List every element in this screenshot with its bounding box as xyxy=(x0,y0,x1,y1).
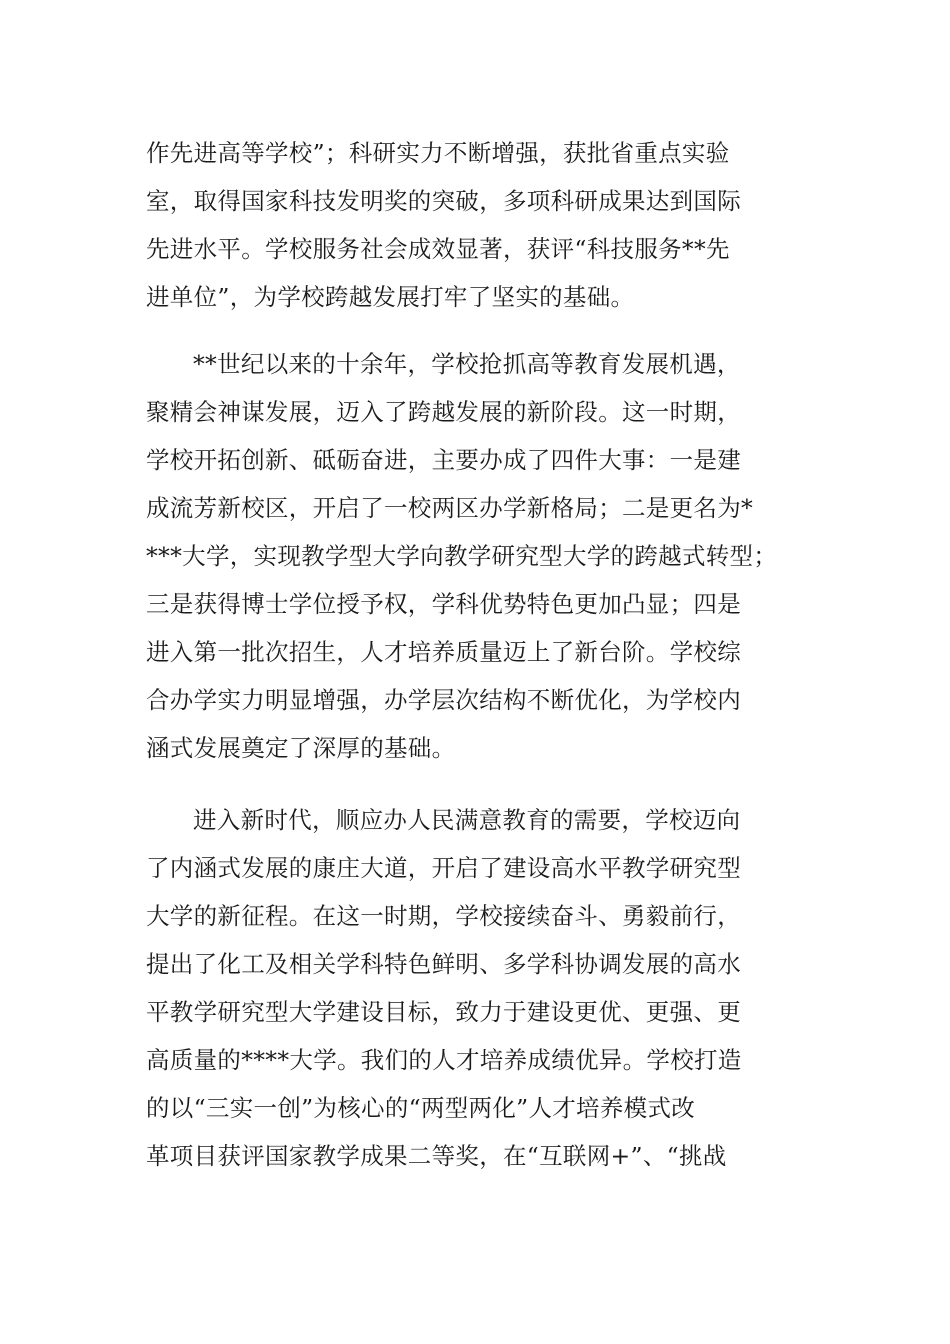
paragraph-3-line-8: 革项目获评国家教学成果二等奖，在“互联网+”、“挑战 xyxy=(146,1142,727,1170)
paragraph-3-line-7: 的以“三实一创”为核心的“两型两化”人才培养模式改 xyxy=(146,1094,696,1122)
paragraph-3-line-3: 大学的新征程。在这一时期，学校接续奋斗、勇毅前行， xyxy=(146,902,741,930)
paragraph-2-line-5: ***大学，实现教学型大学向教学研究型大学的跨越式转型； xyxy=(146,542,778,570)
paragraph-3-line-1: 进入新时代，顺应办人民满意教育的需要，学校迈向 xyxy=(193,806,741,834)
paragraph-3-line-6: 高质量的****大学。我们的人才培养成绩优异。学校打造 xyxy=(146,1046,742,1074)
paragraph-2-line-2: 聚精会神谋发展，迈入了跨越发展的新阶段。这一时期， xyxy=(146,398,741,426)
paragraph-2-line-8: 合办学实力明显增强，办学层次结构不断优化，为学校内 xyxy=(146,686,741,714)
paragraph-1-line-4: 进单位”，为学校跨越发展打牢了坚实的基础。 xyxy=(146,283,635,311)
paragraph-1-line-1: 作先进高等学校”；科研实力不断增强，获批省重点实验 xyxy=(146,139,730,167)
paragraph-3-line-2: 了内涵式发展的康庄大道，开启了建设高水平教学研究型 xyxy=(146,854,741,882)
paragraph-1-line-2: 室，取得国家科技发明奖的突破，多项科研成果达到国际 xyxy=(146,187,741,215)
paragraph-2-line-4: 成流芳新校区，开启了一校两区办学新格局；二是更名为* xyxy=(146,494,754,522)
paragraph-2-line-3: 学校开拓创新、砥砺奋进，主要办成了四件大事：一是建 xyxy=(146,446,741,474)
paragraph-1-line-3: 先进水平。学校服务社会成效显著，获评“科技服务**先 xyxy=(146,235,730,263)
paragraph-2-line-6: 三是获得博士学位授予权，学科优势特色更加凸显；四是 xyxy=(146,590,741,618)
paragraph-2-line-7: 进入第一批次招生，人才培养质量迈上了新台阶。学校综 xyxy=(146,638,741,666)
paragraph-3-line-5: 平教学研究型大学建设目标，致力于建设更优、更强、更 xyxy=(146,998,741,1026)
paragraph-2-line-9: 涵式发展奠定了深厚的基础。 xyxy=(146,734,456,762)
paragraph-3-line-4: 提出了化工及相关学科特色鲜明、多学科协调发展的高水 xyxy=(146,950,741,978)
paragraph-2-line-1: **世纪以来的十余年，学校抢抓高等教育发展机遇， xyxy=(193,350,741,378)
